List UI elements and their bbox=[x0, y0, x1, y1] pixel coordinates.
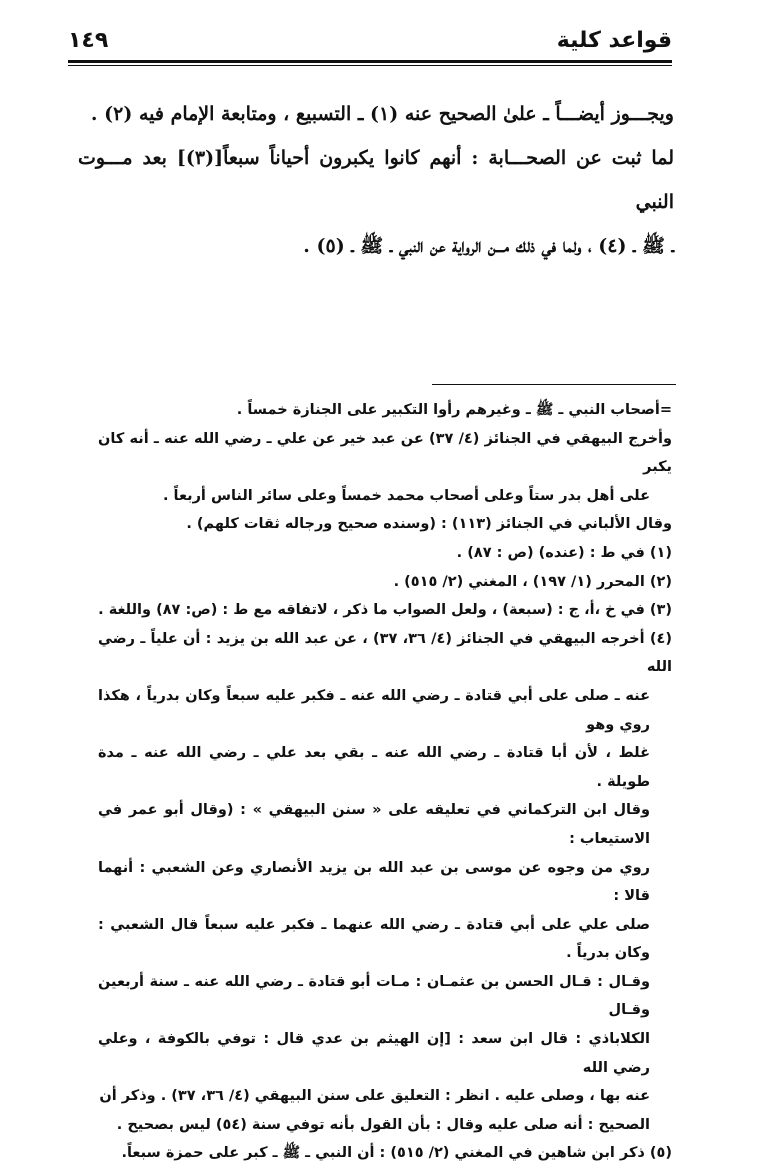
page-header bbox=[68, 24, 672, 60]
footnote-line: (٤) أخرجه البيهقي في الجنائز (٤/ ٣٦، ٣٧) ، عن عبد الله بن يزيد : أن علياً ـ رضي الله bbox=[98, 630, 672, 676]
footnote-line: (٢) المحرر (١/ ١٩٧) ، المغني (٢/ ٥١٥) . bbox=[393, 573, 672, 590]
footnote-line: الصحيح : أنه صلى عليه وقال : بأن القول بأنه توفي سنة (٥٤) ليس بصحيح . bbox=[116, 1116, 650, 1133]
page-number: ١٤٩ bbox=[68, 28, 109, 53]
footnote-line: عنه ـ صلى على أبي قتادة ـ رضي الله عنه ـ فكبر عليه سبعاً وكان بدرياً ، هكذا روي وهو bbox=[98, 687, 650, 733]
main-line: لما ثبت عن الصحـــابة : أنهم كانوا يكبرون أحياناً سبعاً[(٣)] بعد مـــوت النبي bbox=[78, 147, 674, 213]
footnote-line: وقـال : قـال الحسن بن عثمـان : مـات أبو قتادة ـ رضي الله عنه ـ سنة أربعين وقـال bbox=[98, 973, 650, 1019]
footnote-line: وأخرج البيهقي في الجنائز (٤/ ٣٧) عن عبد خير عن علي ـ رضي الله عنه ـ أنه كان يكبر bbox=[98, 430, 673, 476]
footnote-line: (٣) في خ ،أ، ج : (سبعة) ، ولعل الصواب ما ذكر ، لاتفاقه مع ط : (ص: ٨٧) واللغة . bbox=[98, 602, 672, 619]
main-text bbox=[78, 92, 674, 268]
footnote-line: (٥) ذكر ابن شاهين في المغني (٢/ ٥١٥) : أن النبي ـ ﷺ ـ كبر على حمزة سبعاً. bbox=[121, 1145, 672, 1162]
footnote-line: عنه بها ، وصلى عليه . انظر : التعليق على سنن البيهقي (٤/ ٣٦، ٣٧) . وذكر أن bbox=[99, 1088, 650, 1105]
footnote-line: صلى علي على أبي قتادة ـ رضي الله عنهما ـ فكبر عليه سبعاً قال الشعبي : وكان بدرياً . bbox=[98, 916, 650, 962]
main-line: ـ ﷺ ـ (٤) ، ولما في ذلك مـــن الرواية عن النبي ـ ﷺ ـ (٥) . bbox=[303, 235, 674, 257]
header-rule-thin bbox=[68, 65, 672, 66]
footnote-line: وقال الألباني في الجنائز (١١٣) : (وسنده صحيح ورجاله ثقات كلهم) . bbox=[186, 516, 672, 533]
footnote-line: (١) في ط : (عنده) (ص : ٨٧) . bbox=[456, 544, 672, 561]
footnote-separator bbox=[432, 384, 676, 385]
footnote-line: =أصحاب النبي ـ ﷺ ـ وغيرهم رأوا التكبير على الجنازة خمساً . bbox=[236, 402, 672, 418]
footnotes bbox=[98, 396, 672, 1168]
main-line: ويجـــوز أيضـــاً ـ علىٰ الصحيح عنه (١) ـ التسبيع ، ومتابعة الإمام فيه (٢) . bbox=[90, 103, 674, 125]
header-rule-thick bbox=[68, 60, 672, 63]
footnote-line: غلط ، لأن أبا قتادة ـ رضي الله عنه ـ بقي بعد علي ـ رضي الله عنه ـ مدة طويلة . bbox=[98, 745, 650, 790]
running-title: قواعد كلية bbox=[556, 28, 672, 53]
footnote-line: على أهل بدر ستاً وعلى أصحاب محمد خمساً وعلى سائر الناس أربعاً . bbox=[162, 487, 650, 504]
footnote-line: وقال ابن التركماني في تعليقه على « سنن البيهقي » : (وقال أبو عمر في الاستيعاب : bbox=[98, 802, 650, 847]
footnote-line: الكلاباذي : قال ابن سعد : [إن الهيثم بن عدي قال : توفي بالكوفة ، وعلي رضي الله bbox=[98, 1031, 650, 1076]
footnote-line: روي من وجوه عن موسى بن عبد الله بن يزيد الأنصاري وعن الشعبي : أنهما قالا : bbox=[98, 859, 650, 905]
